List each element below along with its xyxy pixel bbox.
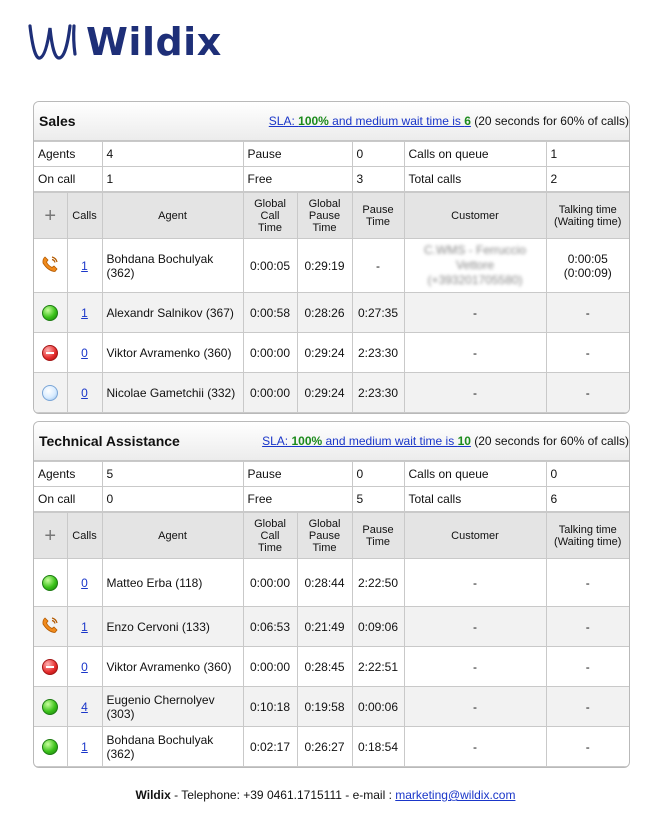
info-label: Calls on queue (404, 462, 546, 487)
sla-link[interactable]: SLA: 100% and medium wait time is 10 (262, 434, 471, 448)
customer: - (404, 293, 546, 333)
info-value: 0 (546, 462, 629, 487)
global-call-time: 0:00:05 (243, 239, 297, 293)
talking-time: - (546, 373, 629, 413)
global-pause-time: 0:28:45 (297, 647, 352, 687)
global-pause-time: 0:29:24 (297, 373, 352, 413)
agent-row (34, 239, 629, 293)
col-global-pause-time: Global Pause Time (297, 193, 352, 239)
global-pause-time: 0:29:19 (297, 239, 352, 293)
pause-time: 2:22:50 (352, 559, 404, 607)
agent-name: Alexandr Salnikov (367) (102, 293, 243, 333)
agent-name: Enzo Cervoni (133) (102, 607, 243, 647)
calls-count-link[interactable]: 1 (81, 739, 88, 754)
calls-count-link[interactable]: 0 (81, 345, 88, 360)
col-talking-time: Talking time (Waiting time) (546, 193, 629, 239)
footer-contact: - Telephone: +39 0461.1715111 - e-mail : (170, 788, 396, 802)
agent-row (34, 559, 629, 607)
calls-count-link[interactable]: 0 (81, 659, 88, 674)
global-call-time: 0:00:00 (243, 373, 297, 413)
talking-time: - (546, 607, 629, 647)
sla-link[interactable]: SLA: 100% and medium wait time is 6 (268, 114, 471, 128)
agent-row (34, 647, 629, 687)
col-calls: Calls (67, 193, 102, 239)
customer: - (404, 373, 546, 413)
talking-time: - (546, 647, 629, 687)
global-call-time: 0:00:00 (243, 333, 297, 373)
pause-time: 2:23:30 (352, 333, 404, 373)
info-label: Agents (34, 142, 102, 167)
info-label: On call (34, 167, 102, 192)
customer: C.WMS - Ferruccio Vettore (+393201705580) (404, 239, 546, 293)
info-value: 3 (352, 167, 404, 192)
info-value: 4 (102, 142, 243, 167)
queue-info-table (34, 141, 629, 192)
col-calls: Calls (67, 513, 102, 559)
do-not-disturb-icon (42, 345, 58, 361)
global-call-time: 0:02:17 (243, 727, 297, 767)
pause-time: 0:09:06 (352, 607, 404, 647)
available-icon (42, 699, 58, 715)
info-value: 2 (546, 167, 629, 192)
sla-summary: SLA: 100% and medium wait time is 6 (20 seconds for 60% of calls) (268, 114, 629, 128)
global-pause-time: 0:29:24 (297, 333, 352, 373)
agent-row (34, 607, 629, 647)
brand-name: Wildix (86, 20, 222, 64)
global-pause-time: 0:19:58 (297, 687, 352, 727)
col-global-call-time: Global Call Time (243, 513, 297, 559)
info-label: Pause (243, 462, 352, 487)
agents-table (34, 512, 629, 767)
agents-table (34, 192, 629, 413)
info-label: Free (243, 167, 352, 192)
customer: - (404, 647, 546, 687)
info-value: 0 (352, 462, 404, 487)
queue-title: Sales (39, 113, 76, 129)
agents-header-row (34, 193, 629, 239)
col-pause-time: Pause Time (352, 513, 404, 559)
queue-header (34, 422, 629, 461)
agent-name: Viktor Avramenko (360) (102, 647, 243, 687)
queue-header (34, 102, 629, 141)
idle-icon (42, 385, 58, 401)
pause-time: 0:18:54 (352, 727, 404, 767)
calls-count-link[interactable]: 1 (81, 305, 88, 320)
footer-email-link[interactable]: marketing@wildix.com (395, 788, 516, 802)
global-pause-time: 0:26:27 (297, 727, 352, 767)
customer: - (404, 727, 546, 767)
info-label: Pause (243, 142, 352, 167)
calls-count-link[interactable]: 0 (81, 385, 88, 400)
wildix-logo (28, 18, 222, 66)
customer: - (404, 559, 546, 607)
available-icon (42, 575, 58, 591)
agent-row (34, 727, 629, 767)
agents-header-row (34, 513, 629, 559)
info-row (34, 462, 629, 487)
agent-name: Matteo Erba (118) (102, 559, 243, 607)
talking-time: - (546, 727, 629, 767)
info-value: 0 (102, 487, 243, 512)
info-row (34, 142, 629, 167)
info-value: 1 (546, 142, 629, 167)
info-label: Total calls (404, 487, 546, 512)
pause-time: 2:23:30 (352, 373, 404, 413)
calls-count-link[interactable]: 4 (81, 699, 88, 714)
queue-info-table (34, 461, 629, 512)
col-customer: Customer (404, 513, 546, 559)
pause-time: 0:27:35 (352, 293, 404, 333)
customer: - (404, 687, 546, 727)
agent-name: Nicolae Gametchii (332) (102, 373, 243, 413)
col-talking-time: Talking time (Waiting time) (546, 513, 629, 559)
col-pause-time: Pause Time (352, 193, 404, 239)
agent-name: Eugenio Chernolyev (303) (102, 687, 243, 727)
global-call-time: 0:00:00 (243, 647, 297, 687)
info-label: Total calls (404, 167, 546, 192)
global-call-time: 0:06:53 (243, 607, 297, 647)
available-icon (42, 305, 58, 321)
agent-name: Bohdana Bochulyak (362) (102, 727, 243, 767)
info-value: 5 (102, 462, 243, 487)
info-label: Agents (34, 462, 102, 487)
agent-row (34, 293, 629, 333)
pause-time: - (352, 239, 404, 293)
agent-row (34, 687, 629, 727)
info-row (34, 487, 629, 512)
calls-count-link[interactable]: 1 (81, 619, 88, 634)
phone-ringing-icon (34, 607, 67, 647)
queue-panel-technical-assistance (33, 421, 630, 768)
info-value: 6 (546, 487, 629, 512)
info-label: On call (34, 487, 102, 512)
talking-time: - (546, 293, 629, 333)
col-agent: Agent (102, 193, 243, 239)
info-value: 1 (102, 167, 243, 192)
phone-ringing-icon (34, 239, 67, 293)
col-global-call-time: Global Call Time (243, 193, 297, 239)
col-agent: Agent (102, 513, 243, 559)
agent-row (34, 373, 629, 413)
footer (0, 788, 651, 802)
agent-row (34, 333, 629, 373)
customer: - (404, 333, 546, 373)
agent-name: Viktor Avramenko (360) (102, 333, 243, 373)
pause-time: 2:22:51 (352, 647, 404, 687)
global-pause-time: 0:28:44 (297, 559, 352, 607)
talking-time: - (546, 559, 629, 607)
talking-time: - (546, 687, 629, 727)
customer: - (404, 607, 546, 647)
global-call-time: 0:00:00 (243, 559, 297, 607)
queue-panel-sales (33, 101, 630, 414)
calls-count-link[interactable]: 0 (81, 575, 88, 590)
global-call-time: 0:10:18 (243, 687, 297, 727)
footer-brand: Wildix (135, 788, 171, 802)
info-row (34, 167, 629, 192)
info-label: Calls on queue (404, 142, 546, 167)
add-column-icon[interactable]: + (34, 513, 67, 559)
calls-count-link[interactable]: 1 (81, 258, 88, 273)
queue-title: Technical Assistance (39, 433, 180, 449)
global-pause-time: 0:21:49 (297, 607, 352, 647)
do-not-disturb-icon (42, 659, 58, 675)
info-value: 0 (352, 142, 404, 167)
available-icon (42, 739, 58, 755)
global-pause-time: 0:28:26 (297, 293, 352, 333)
talking-time: - (546, 333, 629, 373)
talking-time: 0:00:05 (0:00:09) (546, 239, 629, 293)
agent-name: Bohdana Bochulyak (362) (102, 239, 243, 293)
col-global-pause-time: Global Pause Time (297, 513, 352, 559)
sla-summary: SLA: 100% and medium wait time is 10 (20 seconds for 60% of calls) (262, 434, 629, 448)
pause-time: 0:00:06 (352, 687, 404, 727)
add-column-icon[interactable]: + (34, 193, 67, 239)
info-value: 5 (352, 487, 404, 512)
info-label: Free (243, 487, 352, 512)
global-call-time: 0:00:58 (243, 293, 297, 333)
wildix-wave-icon (28, 20, 82, 64)
col-customer: Customer (404, 193, 546, 239)
